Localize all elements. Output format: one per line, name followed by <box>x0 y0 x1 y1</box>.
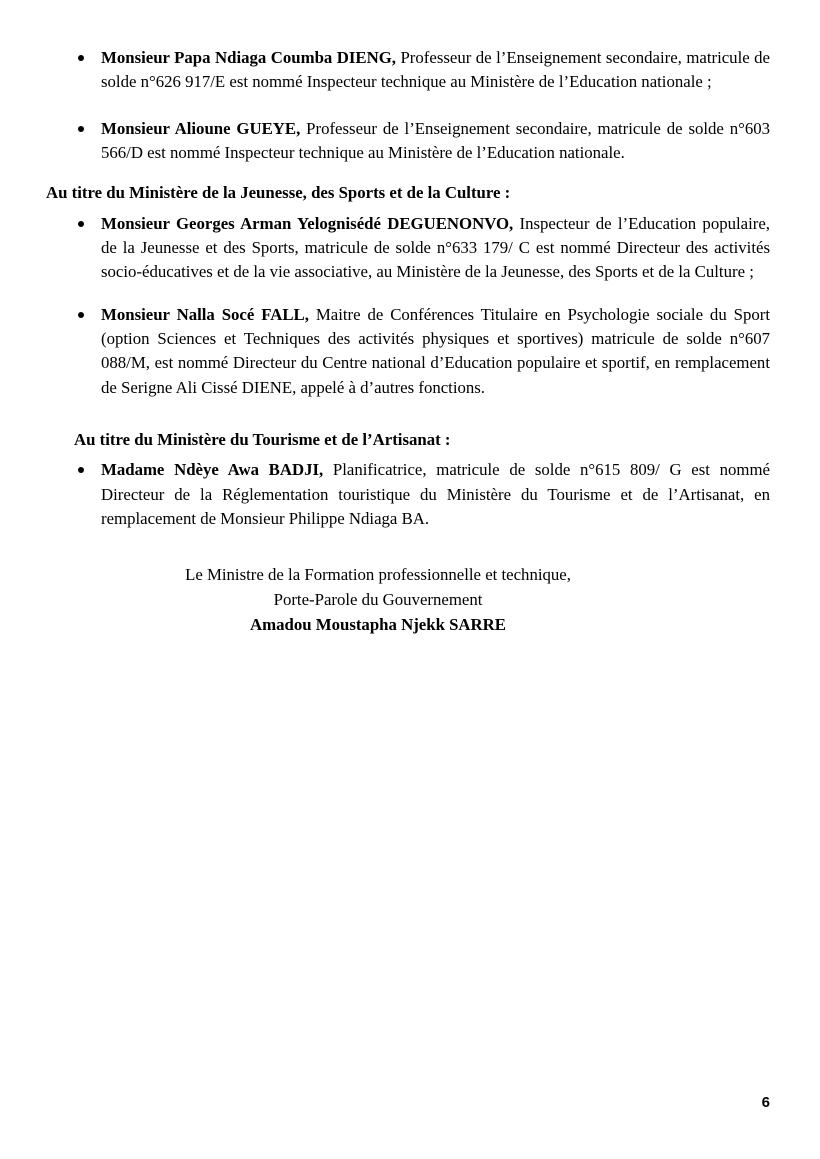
signature-title-line2: Porte-Parole du Gouvernement <box>273 589 483 609</box>
person-name: Monsieur Alioune GUEYE, <box>101 118 301 138</box>
list-item <box>46 212 770 285</box>
signature-title-line1: Le Ministre de la Formation professionnelle et technique, <box>185 564 571 584</box>
person-description: Professeur de l’Enseignement secondaire, matricule de solde n°626 917/E est nommé Inspecteur technique au Ministère de l’Education nationale ; <box>101 48 770 92</box>
list-item <box>46 117 770 166</box>
list-item <box>46 303 770 400</box>
person-description: Professeur de l’Enseignement secondaire, matricule de solde n°603 566/D est nommé Inspecteur technique au Ministère de l’Education nationale. <box>101 118 770 163</box>
person-name: Monsieur Georges Arman Yelognisédé DEGUENONVO, <box>101 213 514 233</box>
signature-name: Amadou Moustapha Njekk SARRE <box>250 614 506 634</box>
person-name: Monsieur Papa Ndiaga Coumba DIENG, <box>101 48 396 67</box>
list-education-nationale <box>46 46 770 165</box>
person-description: Maitre de Conférences Titulaire en Psychologie sociale du Sport (option Sciences et Techniques des activités physiques et sportives) matricule de solde n°607 088/M, est nommé Directeur du Centre national d’Education populaire et sportif, en remplacement de Serigne Ali Cissé DIENE, appelé à d’autres fonctions. <box>101 304 770 397</box>
section-heading-jeunesse: Au titre du Ministère de la Jeunesse, des Sports et de la Culture : <box>46 183 511 203</box>
person-description: Inspecteur de l’Education populaire, de la Jeunesse et des Sports, matricule de solde n°633 179/ C est nommé Directeur des activités socio-éducatives et de la vie associative, au Ministère de la Jeunesse, des Sports et de la Culture ; <box>101 213 770 282</box>
person-description: Planificatrice, matricule de solde n°615 809/ G est nommé Directeur de la Réglementation touristique du Ministère du Tourisme et de l’Artisanat, en remplacement de Monsieur Philippe Ndiaga BA. <box>101 460 770 529</box>
person-name: Madame Ndèye Awa BADJI, <box>101 460 324 480</box>
section-heading-tourisme: Au titre du Ministère du Tourisme et de l’Artisanat : <box>74 430 451 450</box>
list-tourisme-artisanat <box>46 458 770 531</box>
person-name: Monsieur Nalla Socé FALL, <box>101 304 309 324</box>
list-item <box>46 46 770 95</box>
list-item <box>46 458 770 531</box>
page-number: 6 <box>761 1094 770 1111</box>
list-jeunesse-sports-culture <box>46 212 770 400</box>
signature-block <box>46 562 770 638</box>
